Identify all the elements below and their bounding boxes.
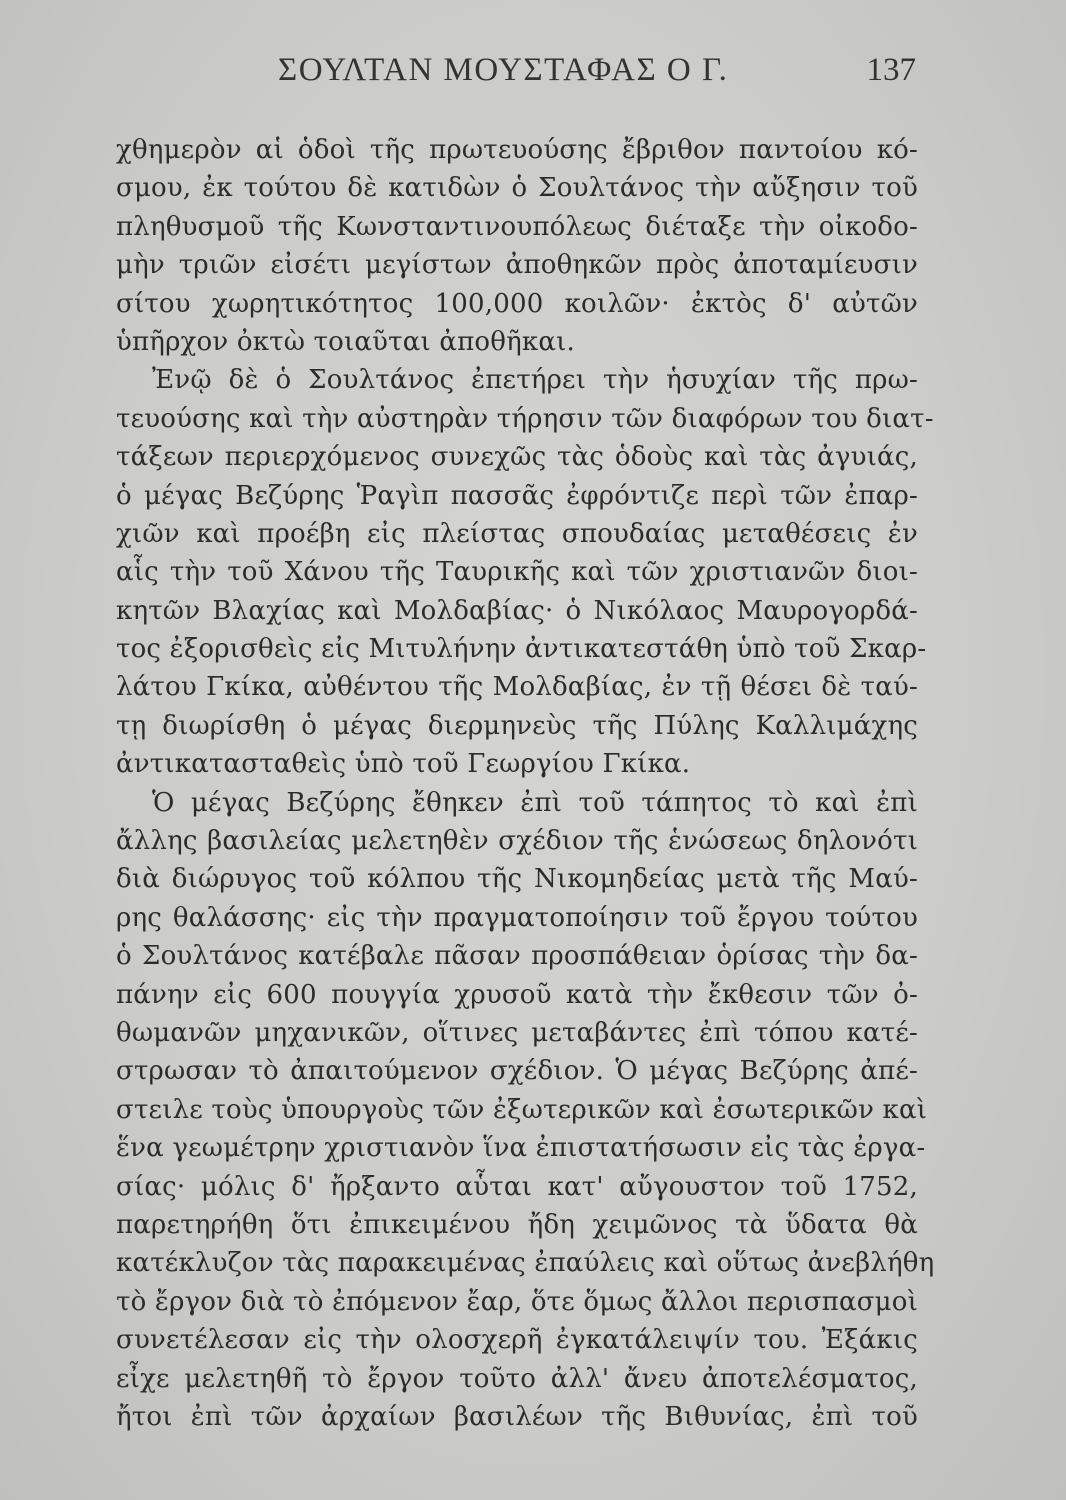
text-line: ἄλλης βασιλείας μελετηθὲν σχέδιον τῆς ἑνώσεως δηλονότι	[116, 826, 918, 857]
paragraph-start-line: Ἐνῷ δὲ ὁ Σουλτάνος ἐπετήρει τὴν ἡσυχίαν τῆς πρω-	[152, 365, 918, 396]
running-head: ΣΟΥΛΤΑΝ ΜΟΥΣΤΑΦΑΣ Ο Γ.	[278, 52, 729, 88]
text-line: χιῶν καὶ προέβη εἰς πλείστας σπουδαίας μεταθέσεις ἐν	[116, 518, 918, 549]
page-number: 137	[866, 52, 916, 88]
text-line: σίας· μόλις δ' ἤρξαντο αὗται κατ' αὔγουστον τοῦ 1752,	[116, 1171, 918, 1202]
text-line: θωμανῶν μηχανικῶν, οἵτινες μεταβάντες ἐπὶ τόπου κατέ-	[116, 1017, 918, 1048]
text-line: αἷς τὴν τοῦ Χάνου τῆς Ταυρικῆς καὶ τῶν χριστιανῶν διοι-	[116, 557, 918, 588]
text-line: τῃ διωρίσθη ὁ μέγας διερμηνεὺς τῆς Πύλης Καλλιμάχης	[116, 710, 918, 741]
text-line: ρης θαλάσσης· εἰς τὴν πραγματοποίησιν τοῦ ἔργου τούτου	[116, 902, 918, 933]
text-line: τευούσης καὶ τὴν αὐστηρὰν τήρησιν τῶν διαφόρων του διατ-	[116, 403, 934, 434]
text-line: τὸ ἔργον διὰ τὸ ἐπόμενον ἔαρ, ὅτε ὅμως ἄλλοι περισπασμοὶ	[116, 1286, 918, 1317]
text-line: τάξεων περιερχόμενος συνεχῶς τὰς ὁδοὺς καὶ τὰς ἀγυιάς,	[116, 442, 918, 473]
text-line: συνετέλεσαν εἰς τὴν ολοσχερῆ ἐγκατάλειψίν του. Ἐξάκις	[116, 1325, 918, 1356]
text-line: πληθυσμοῦ τῆς Κωνσταντινουπόλεως διέταξε τὴν οἰκοδο-	[116, 211, 918, 242]
text-line: πάνην εἰς 600 πουγγία χρυσοῦ κατὰ τὴν ἔκθεσιν τῶν ὀ-	[116, 979, 918, 1010]
text-line: στειλε τοὺς ὑπουργοὺς τῶν ἐξωτερικῶν καὶ ἐσωτερικῶν καὶ	[116, 1094, 928, 1125]
text-line: ἀντικατασταθεὶς ὑπὸ τοῦ Γεωργίου Γκίκα.	[116, 749, 691, 780]
text-line: κητῶν Βλαχίας καὶ Μολδαβίας· ὁ Νικόλαος Μαυρογορδά-	[116, 595, 918, 626]
text-line: ἕνα γεωμέτρην χριστιανὸν ἵνα ἐπιστατήσωσιν εἰς τὰς ἐργα-	[116, 1133, 926, 1164]
text-line: παρετηρήθη ὅτι ἐπικειμένου ἤδη χειμῶνος τὰ ὕδατα θὰ	[116, 1209, 918, 1240]
text-line: ὁ Σουλτάνος κατέβαλε πᾶσαν προσπάθειαν ὁρίσας τὴν δα-	[116, 941, 918, 972]
text-line: τος ἐξορισθεὶς εἰς Μιτυλήνην ἀντικατεστάθη ὑπὸ τοῦ Σκαρ-	[116, 634, 927, 665]
text-line: εἶχε μελετηθῆ τὸ ἔργον τοῦτο ἀλλ' ἄνευ ἀποτελέσματος,	[116, 1363, 918, 1394]
text-line: σμου, ἐκ τούτου δὲ κατιδὼν ὁ Σουλτάνος τὴν αὔξησιν τοῦ	[116, 173, 918, 204]
text-line: χθημερὸν αἱ ὁδοὶ τῆς πρωτευούσης ἔβριθον παντοίου κό-	[116, 135, 918, 165]
text-line: ὑπῆρχον ὀκτὼ τοιαῦται ἀποθῆκαι.	[116, 326, 575, 357]
page-header	[116, 50, 916, 94]
text-line: ἤτοι ἐπὶ τῶν ἀρχαίων βασιλέων τῆς Βιθυνίας, ἐπὶ τοῦ	[116, 1401, 918, 1432]
text-line: μὴν τριῶν εἰσέτι μεγίστων ἀποθηκῶν πρὸς ἀποταμίευσιν	[116, 250, 918, 281]
text-line: σίτου χωρητικότητος 100,000 κοιλῶν· ἐκτὸς δ' αὐτῶν	[116, 288, 918, 319]
paragraph-start-line: Ὁ μέγας Βεζύρης ἔθηκεν ἐπὶ τοῦ τάπητος τὸ καὶ ἐπὶ	[152, 787, 918, 818]
text-line: διὰ διώρυγος τοῦ κόλπου τῆς Νικομηδείας μετὰ τῆς Μαύ-	[116, 864, 918, 895]
text-line: στρωσαν τὸ ἀπαιτούμενον σχέδιον. Ὁ μέγας Βεζύρης ἀπέ-	[116, 1056, 918, 1087]
text-line: ὁ μέγας Βεζύρης Ῥαγὶπ πασσᾶς ἐφρόντιζε περὶ τῶν ἐπαρ-	[116, 480, 918, 511]
text-line: λάτου Γκίκα, αὐθέντου τῆς Μολδαβίας, ἐν τῇ θέσει δὲ ταύ-	[116, 672, 918, 703]
body-text	[116, 131, 935, 1436]
text-line: κατέκλυζον τὰς παρακειμένας ἐπαύλεις καὶ οὕτως ἀνεβλήθη	[116, 1248, 935, 1279]
